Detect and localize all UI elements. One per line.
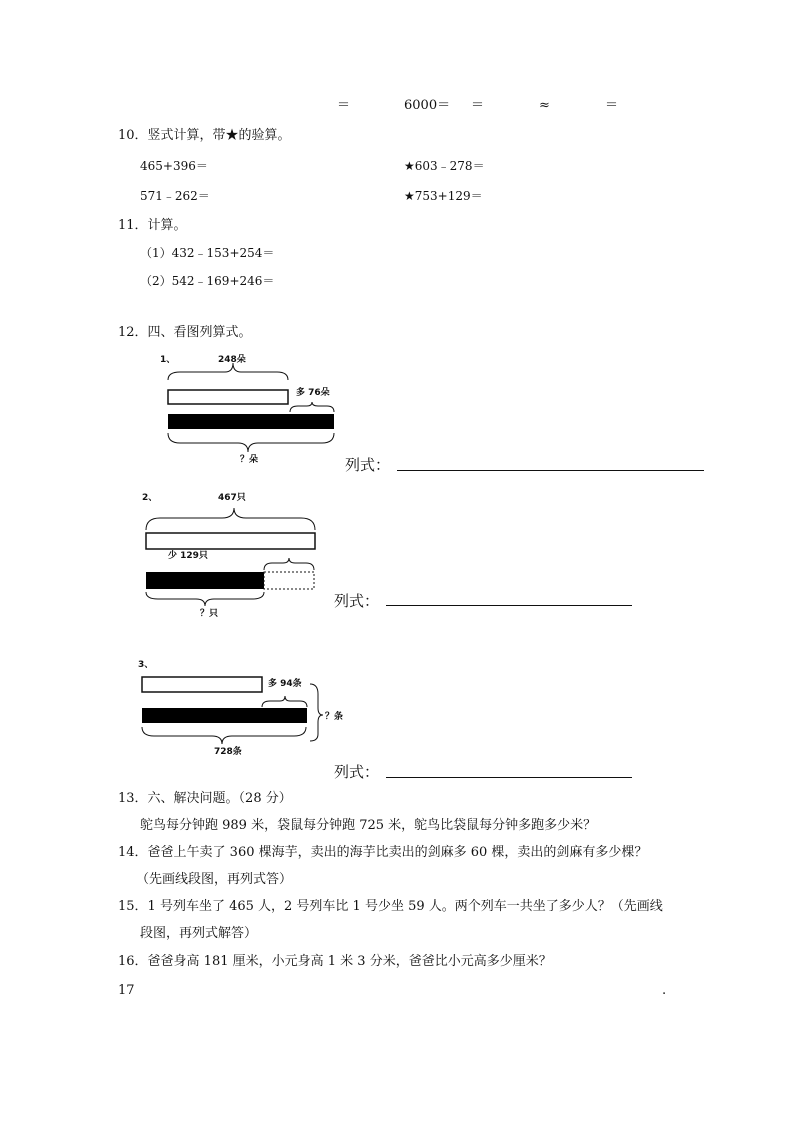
bar-diagram-3 [134,657,364,757]
d2-top-brace [146,508,315,530]
d1-top-label: 248朵 [218,355,246,365]
answer-line-1[interactable] [397,470,704,471]
d2-less-brace [264,558,314,570]
d2-black-bar [146,572,264,589]
top-approx: ≈ [539,98,550,113]
top-eq-2: 6000＝ [404,98,451,113]
top-eq-3: ＝ [471,98,485,113]
d1-black-bar [168,414,334,429]
q10-title: 10．竖式计算，带★的验算。 [118,128,291,143]
q10-item-1: 465+396＝ [140,159,208,173]
d1-more-label: 多 76朵 [296,388,330,398]
d1-white-bar [168,390,288,404]
d1-top-brace [168,363,288,380]
answer-line-3[interactable] [386,777,632,778]
top-eq-1: ＝ [337,98,351,113]
d2-num: 2、 [142,493,158,503]
q10-item-3: 571﹣262＝ [140,189,210,203]
q17-dot: . [662,983,667,998]
q15-line-2: 段图，再列式解答） [140,926,258,941]
q15-line-1: 15．1 号列车坐了 465 人，2 号列车比 1 号少坐 59 人。两个列车一共坐了多少人？（先画线 [118,899,663,914]
d2-top-label: 467只 [218,493,246,503]
q12-title: 12．四、看图列算式。 [118,325,252,340]
q13-title: 13．六、解决问题。（28 分） [118,791,292,806]
q17-number: 17 [118,983,135,998]
bar-diagram-2 [138,488,338,623]
d3-side-brace [310,684,323,741]
q16-text: 16．爸爸身高 181 厘米，小元身高 1 米 3 分米，爸爸比小元高多少厘米？ [118,954,552,969]
d3-black-bar [142,708,307,723]
answer-line-2[interactable] [386,605,632,606]
d2-white-bar [146,533,315,549]
d1-bottom-brace [168,433,334,452]
d3-side-label: ？条 [325,712,344,722]
d2-less-label: 少 129只 [168,551,208,561]
d2-bottom-brace [146,592,264,606]
d3-more-brace [262,696,307,707]
d3-bottom-label: 728条 [214,747,242,757]
q10-item-2: ★603﹣278＝ [404,159,485,173]
q10-item-4: ★753+129＝ [404,189,483,203]
q11-item-1: （1）432﹣153+254＝ [140,246,275,260]
bar-diagram-1 [150,348,350,468]
d2-dotted-bar [264,572,314,589]
q14-line-1: 14．爸爸上午卖了 360 棵海芋，卖出的海芋比卖出的剑麻多 60 棵，卖出的剑麻有多少棵？ [118,845,648,860]
d3-more-label: 多 94条 [268,679,302,689]
d3-num: 3、 [138,660,154,670]
d1-more-brace [290,402,334,412]
d3-white-bar [142,677,262,692]
q12-list-label-3: 列式： [334,763,380,781]
d1-num: 1、 [160,355,176,365]
q11-item-2: （2）542﹣169+246＝ [140,274,275,288]
d2-bottom-label: ？只 [200,609,219,619]
q12-list-label-2: 列式： [334,592,380,610]
q11-title: 11．计算。 [118,218,187,233]
q13-text: 鸵鸟每分钟跑 989 米，袋鼠每分钟跑 725 米，鸵鸟比袋鼠每分钟多跑多少米？ [140,818,597,833]
d1-bottom-label: ？朵 [240,455,259,465]
d3-bottom-brace [142,727,306,744]
top-eq-4: ＝ [605,98,619,113]
q12-list-label-1: 列式： [345,456,391,474]
q14-line-2: （先画线段图，再列式答） [136,872,293,887]
